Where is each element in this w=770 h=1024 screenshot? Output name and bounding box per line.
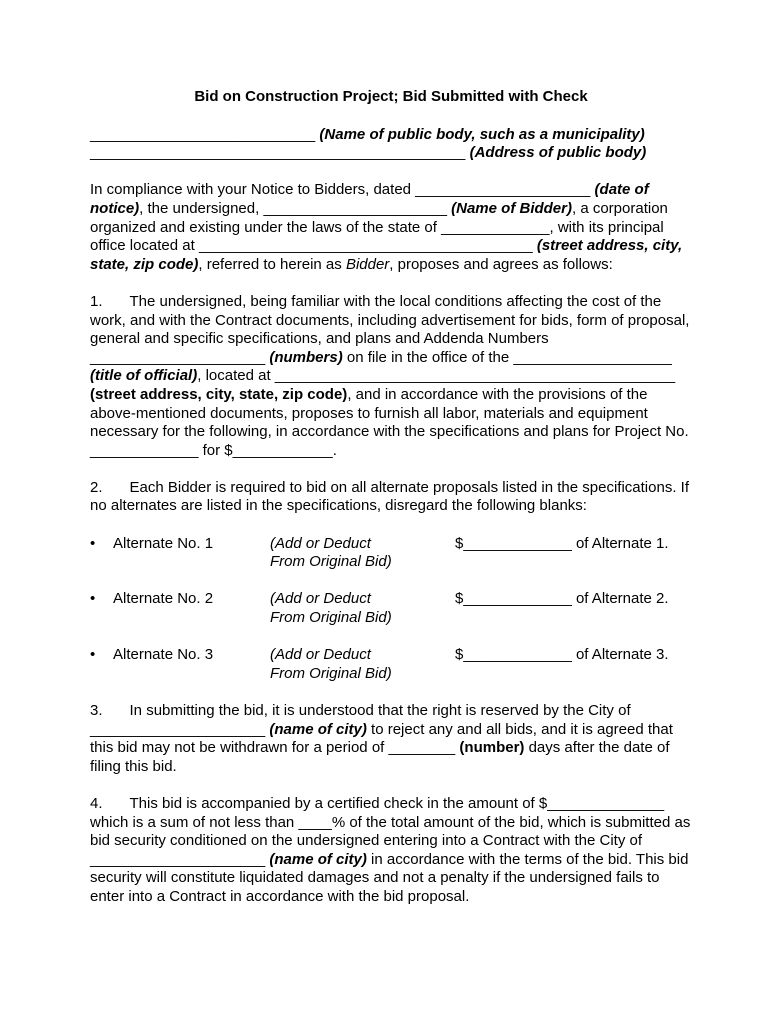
paragraph-1: 1. The undersigned, being familiar with the local conditions affecting the cost of the work, and with the Contract documents, including advertisement for bids, form of proposal, general and specific specifications, and plans and Addenda Numbers _____________________ (numbers) on file in the office of the ___________________ (title of official), located at ________________________________________________ (street address, city, state, zip code), and in accordance with the provisions of the above-mentioned documents, proposes to furnish all labor, materials and equipment necessary for the following, in accordance with the specifications and plans for Project No. _____________ for $____________. [90,292,690,459]
bullet-icon: • [90,646,96,664]
note-line-2: From Original Bid) [270,609,392,627]
note-line-2: From Original Bid) [270,553,392,571]
public-body-address-line: _____________________________________________ (Address of public body) [90,144,647,162]
bullet-icon: • [90,590,96,608]
alternate-amount: $_____________ of Alternate 1. [455,534,669,552]
alternate-label: Alternate No. 1 [113,534,214,552]
bullet-icon: • [90,534,96,552]
add-or-deduct-note [270,646,455,683]
note-line-2: From Original Bid) [270,664,392,682]
add-or-deduct-note [270,535,455,572]
paragraph-3: 3. In submitting the bid, it is understood that the right is reserved by the City of _____________________ (name of city) to reject any and all bids, and it is agreed that this bid may not be withdrawn for a period of ________ (number) days after the date of filing this bid. [90,702,673,775]
paragraph-4: 4. This bid is accompanied by a certified check in the amount of $______________ which is a sum of not less than ____% of the total amount of the bid, which is submitted as bid security conditioned on the undersigned entering into a Contract with the City of _____________________ (name of city) in accordance with the terms of the bid. This bid security will constitute liquidated damages and not a penalty if the undersigned fails to enter into a Contract in accordance with the bid proposal. [90,794,691,905]
alternate-amount: $_____________ of Alternate 3. [455,646,669,664]
paragraph-2: 2. Each Bidder is required to bid on all alternate proposals listed in the specifications. If no alternates are listed in the specifications, disregard the following blanks: [90,478,689,515]
alternate-item-2 [90,590,692,627]
public-body-name-line: ___________________________ (Name of public body, such as a municipality) [90,125,645,143]
alternates-list [90,535,692,684]
note-line-1: (Add or Deduct [270,646,371,664]
document-title: Bid on Construction Project; Bid Submitted with Check [194,88,588,105]
alternate-label: Alternate No. 2 [113,590,214,608]
note-line-1: (Add or Deduct [270,590,371,608]
add-or-deduct-note [270,590,455,627]
note-line-1: (Add or Deduct [270,534,371,552]
alternate-item-1 [90,535,692,572]
alternate-amount: $_____________ of Alternate 2. [455,590,669,608]
alternate-label: Alternate No. 3 [113,646,214,664]
alternate-item-3 [90,646,692,683]
intro-paragraph: In compliance with your Notice to Bidders, dated _____________________ (date of notice), the undersigned, ______________________ (Name of Bidder), a corporation organized and existing under the laws of the state of _____________, with its principal office located at ________________________________________ (street address, city, state, zip code), referred to herein as Bidder, proposes and agrees as follows: [90,181,683,273]
